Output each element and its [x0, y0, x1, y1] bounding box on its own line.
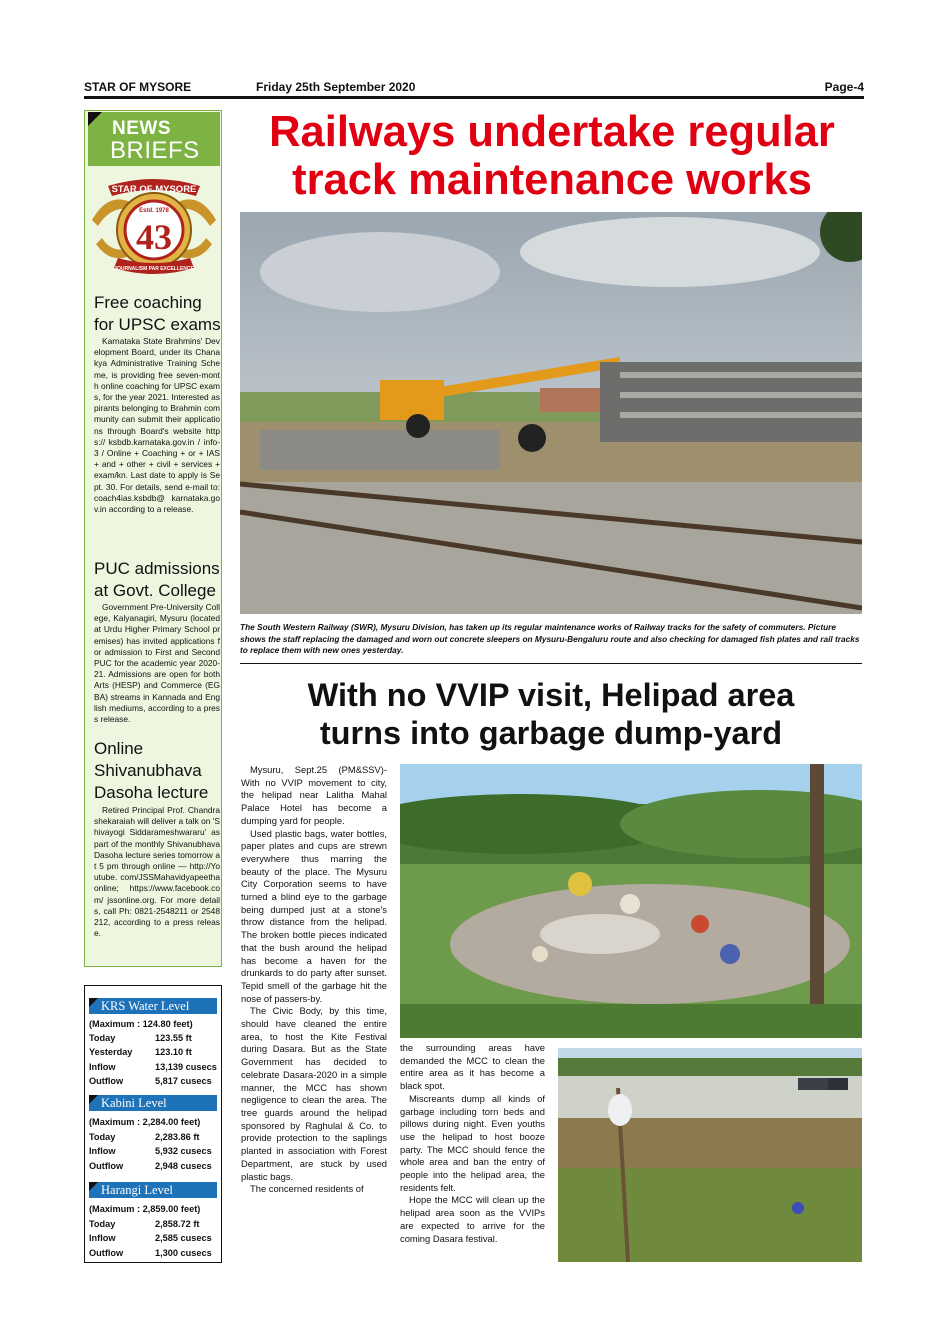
story2-column-1: [241, 764, 387, 1196]
level-title: Harangi Level: [89, 1182, 217, 1198]
helipad-area-photo: [558, 1048, 862, 1262]
story2-headline: With no VVIP visit, Helipad area turns into garbage dump-yard: [307, 677, 795, 751]
masthead-rule: [84, 96, 864, 99]
logo-number: 43: [136, 217, 172, 257]
story-divider: [240, 663, 862, 664]
news-briefs-banner: [88, 112, 220, 166]
photo-caption: The South Western Railway (SWR), Mysuru Division, has taken up its regular maintenance works of Railway tracks for the safety of commuters. Picture shows the staff replacing the damaged and worn out concrete sleepers on Mysuru-Bengaluru route and also checking for damaged fish plates and rail tracks to replace them with new ones yesterday.: [240, 622, 860, 656]
briefs-label: BRIEFS: [110, 137, 200, 164]
paragraph: The Civic Body, by this time, should have cleaned the entire area, to host the Kite Festival during Dasara. But as the State Government has decided to celebrate Dasara-2020 in a simple manner, the MCC has shown negligence to clean the area. The tree guards around the helipad sponsored by Raghulal & Co. to provide protection to the saplings planted in association with Forest Department, are stuck by used plastic bags.: [241, 1005, 387, 1182]
paragraph: Miscreants dump all kinds of garbage including torn beds and pillows during night. Even youths use the helipad to host booze party. The MCC should fence the whole area and ban the entry of people into the helipad area, the residents felt.: [400, 1092, 545, 1193]
paragraph: the surrounding areas have demanded the MCC to clean the entire area as it has become a black spot.: [400, 1042, 545, 1092]
garbage-dump-photo: [400, 764, 862, 1038]
story1-headline: Railways undertake regular track maintenance works: [269, 108, 835, 204]
paragraph: Used plastic bags, water bottles, paper plates and cups are strewn everywhere thus marring the beauty of the place. The Mysuru City Corporation seems to have turned a blind eye to the garbage being dumped just at a stone's throw distance from the helipad. The broken bottle pieces indicated that the bush around the helipad has become a haven for the drunkards to do party after sunset. Tepid smell of the garbage hit the nose of passers-by.: [241, 827, 387, 1004]
brief-title: PUC admissions at Govt. College: [94, 559, 220, 600]
paragraph: Hope the MCC will clean up the helipad area soon as the VVIPs are expected to arrive for the coming Dasara festival.: [400, 1194, 545, 1244]
level-title: KRS Water Level: [89, 998, 217, 1014]
logo-estd: Estd. 1978: [139, 208, 169, 214]
paragraph: The concerned residents of: [250, 1183, 364, 1195]
level-title: Kabini Level: [89, 1095, 217, 1111]
paper-name: STAR OF MYSORE: [84, 80, 192, 94]
logo-bottom-text: JOURNALISM PAR EXCELLENCE: [114, 266, 194, 272]
brief-title: Free coaching for UPSC exams: [94, 293, 221, 334]
story2-column-2: [400, 1042, 545, 1245]
railway-track-photo: [240, 212, 862, 614]
brief-body: Government Pre-University College, Kalyanagiri, Mysuru (located at Urdu Higher Primary School premises) has invited applications for admission to First and Second PUC for the academic year 2020-21. Admissions are open for both Arts (HESP) and Commerce (EGBA) streams in Kannada and English mediums, according to a press release.: [94, 602, 220, 725]
logo-top-text: STAR OF MYSORE: [111, 184, 197, 195]
anniversary-logo: [88, 172, 220, 286]
paragraph: Mysuru, Sept.25 (PM&SSV)- With no VVIP movement to city, the helipad near Lalitha Mahal Palace Hotel has become a dumping yard for people.: [241, 764, 387, 826]
news-label: NEWS: [112, 118, 171, 139]
page-number: Page-4: [824, 80, 864, 94]
brief-body: Retired Principal Prof. Chandrashekaraiah will deliver a talk on 'Shivayogi Siddarameshwararu' as part of the monthly Shivanubhava Dasoha lecture series tomorrow at 5 pm through online — http://Youtube. com/JSSMahavidyapeethaonline; https://www.facebook.com/ jssonline.org. For more details, call Ph: 0821-2548211 or 2548212, according to a press release.: [94, 805, 220, 939]
water-levels-box: KRS Water Level (Maximum : 124.80 feet) Today 123.55 ft Yesterday 123.10 ft Inflow 13,139 cusecs Outflow 5,817 cusecs Kabini Level (Maximum : 2,284.00 feet) Today 2,283.86 ft Inflow 5,932 cusecs Outflow 2,948 cusecs Harangi Level (Maximum : 2,859.00 feet) Today 2,858.72 ft Inflow 2,585 cusecs Outflow 1,300 cusecs: [84, 985, 222, 1263]
brief-title: Online Shivanubhava Dasoha lecture: [94, 739, 209, 802]
issue-date: Friday 25th September 2020: [256, 80, 416, 94]
corner-triangle-icon: [88, 112, 102, 126]
corner-triangle-icon: [89, 998, 98, 1007]
brief-body: Karnataka State Brahmins' Development Board, under its Chanakya Administrative Training Scheme, is providing free seven-month online coaching for UPSC exams, for the year 2021. Interested aspirants belonging to Brahmin community can submit their applications through Board's website https:// ksbdb.karnataka.gov.in / info-3 / Online + Coaching + or + IAS + and + other + civil + services + exam/kn. Last date to apply is Sept. 30. For details, send e-mail to: coach4ias.ksbdb@ karnataka.gov.in according to a release.: [94, 336, 220, 515]
corner-triangle-icon: [89, 1182, 98, 1191]
corner-triangle-icon: [89, 1095, 98, 1104]
